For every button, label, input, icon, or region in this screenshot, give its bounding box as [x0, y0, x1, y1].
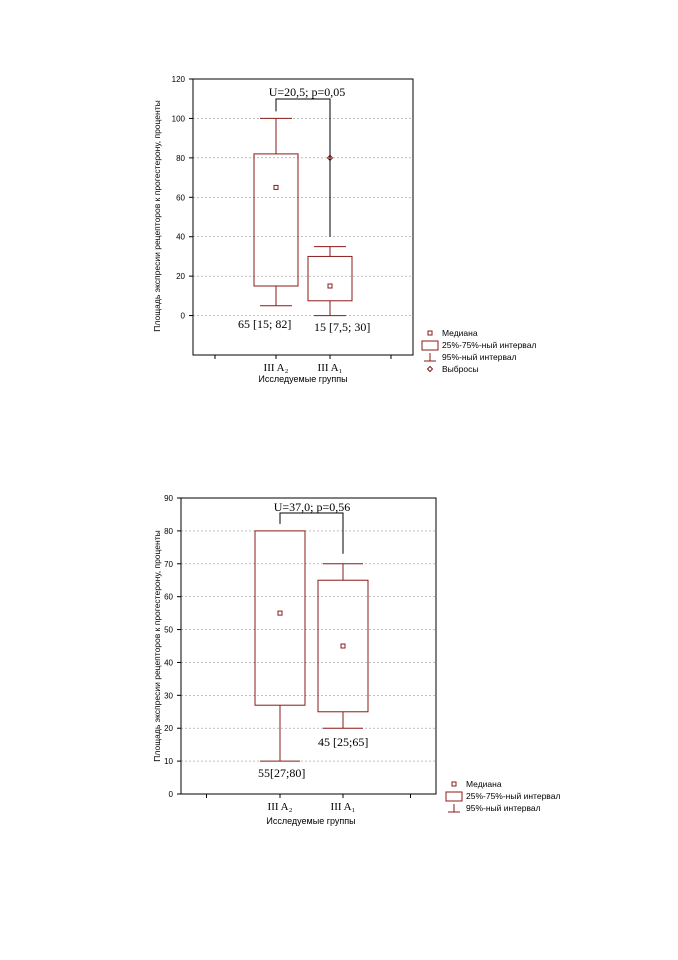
y-tick-label: 10 — [164, 757, 173, 767]
y-tick-label: 30 — [164, 691, 173, 701]
iqr-box — [308, 256, 352, 300]
legend-label: 95%-ный интервал — [466, 803, 541, 813]
box-2 — [308, 155, 370, 334]
significance-label: U=20,5; p=0,05 — [268, 85, 346, 99]
legend — [422, 328, 536, 374]
legend — [446, 779, 560, 813]
significance-bracket — [280, 513, 343, 554]
x-tick-label: III A₂ — [263, 362, 289, 374]
plot-frame — [193, 79, 413, 355]
y-tick-label: 80 — [176, 153, 185, 163]
y-tick-label: 40 — [164, 658, 173, 668]
median-marker — [278, 611, 282, 615]
box-summary-label: 15 [7,5; 30] — [314, 320, 371, 334]
x-axis-label: Исследуемые группы — [266, 816, 356, 826]
legend-label: Выбросы — [442, 364, 479, 374]
y-axis-label: Площадь экспресии рецепторов к прогестерону, проценты — [152, 100, 162, 332]
box-summary-label: 55[27;80] — [258, 766, 306, 780]
chart-2 — [152, 494, 560, 826]
legend-label: 25%-75%-ный интервал — [442, 340, 537, 350]
median-marker — [341, 644, 345, 648]
legend-label: Медиана — [442, 328, 478, 338]
y-tick-label: 20 — [164, 724, 173, 734]
y-tick-label: 0 — [168, 790, 173, 799]
legend-label: 95%-ный интервал — [442, 352, 517, 362]
y-tick-label: 0 — [180, 311, 185, 321]
y-tick-label: 50 — [164, 625, 173, 635]
y-tick-label: 70 — [164, 559, 173, 569]
y-axis-label: Площадь экспресии рецепторов к прогестерону, проценты — [152, 530, 162, 762]
x-tick-label: III A₁ — [317, 362, 343, 374]
iqr-box — [255, 531, 305, 705]
legend-median-symbol — [452, 782, 456, 786]
median-marker — [274, 185, 278, 189]
iqr-box — [318, 580, 368, 712]
legend-outlier-symbol — [428, 367, 433, 372]
y-tick-label: 40 — [176, 232, 185, 242]
x-tick-label: III A₂ — [267, 801, 293, 813]
plot-frame — [181, 498, 436, 794]
y-tick-label: 60 — [164, 592, 173, 602]
legend-box-symbol — [446, 792, 462, 801]
legend-box-symbol — [422, 341, 438, 350]
y-tick-label: 120 — [171, 75, 185, 84]
iqr-box — [254, 154, 298, 286]
x-axis-label: Исследуемые группы — [258, 374, 348, 384]
box-summary-label: 45 [25;65] — [318, 735, 369, 749]
significance-bracket — [276, 99, 330, 237]
y-tick-label: 60 — [176, 193, 185, 203]
legend-median-symbol — [428, 331, 432, 335]
legend-label: Медиана — [466, 779, 502, 789]
box-1 — [255, 531, 305, 780]
box-summary-label: 65 [15; 82] — [238, 317, 292, 331]
y-tick-label: 100 — [171, 114, 185, 124]
box-2 — [318, 564, 368, 749]
box-1 — [238, 118, 298, 331]
legend-label: 25%-75%-ный интервал — [466, 791, 561, 801]
median-marker — [328, 284, 332, 288]
y-tick-label: 90 — [164, 494, 173, 503]
x-tick-label: III A₁ — [330, 801, 356, 813]
y-tick-label: 80 — [164, 526, 173, 536]
significance-label: U=37,0; p=0,56 — [273, 500, 351, 514]
y-tick-label: 20 — [176, 272, 185, 282]
chart-1 — [152, 75, 536, 384]
